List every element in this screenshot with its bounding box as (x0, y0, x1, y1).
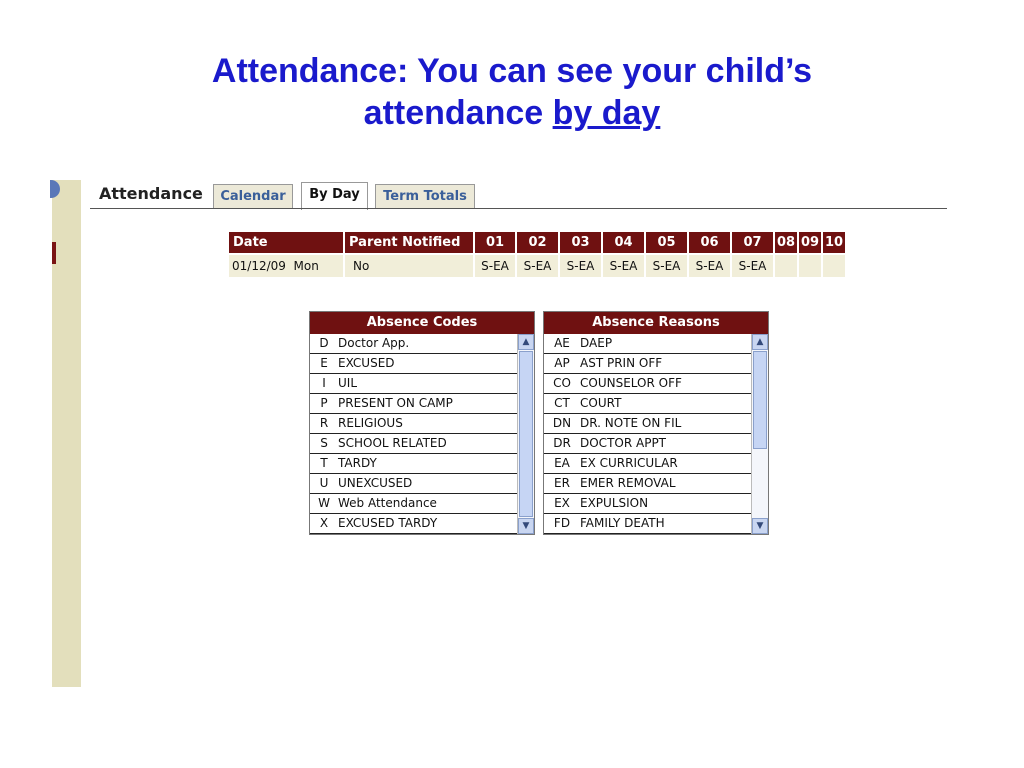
absence-reasons-scrollbar[interactable] (751, 334, 768, 534)
list-item-code: ER (554, 476, 570, 490)
sidebar-active-marker (52, 242, 56, 264)
list-item-label: EXCUSED (338, 356, 395, 370)
list-item-label: EXCUSED TARDY (338, 516, 438, 530)
sidebar-strip (52, 180, 81, 687)
list-item[interactable] (310, 474, 534, 494)
column-header-period: 04 (602, 232, 645, 254)
absence-codes-panel (309, 311, 535, 535)
list-item-code: CO (553, 376, 571, 390)
list-item-label: AST PRIN OFF (580, 356, 663, 370)
absence-codes-scrollbar[interactable] (517, 334, 534, 534)
list-item-code: FD (553, 516, 571, 530)
scroll-up-icon[interactable]: ▲ (518, 334, 534, 350)
scrollbar-thumb[interactable] (519, 351, 533, 517)
column-header-date: Date (229, 232, 344, 254)
scroll-down-icon[interactable]: ▼ (752, 518, 768, 534)
cell-parent-notified: No (344, 254, 474, 277)
list-item-code: U (319, 476, 329, 490)
list-item[interactable] (310, 394, 534, 414)
list-item-code: W (318, 496, 330, 510)
slide-title-line2-plain: attendance (363, 94, 544, 132)
tab-by-day[interactable]: By Day (301, 182, 368, 210)
list-item-code: D (319, 336, 329, 350)
attendance-day-table (229, 232, 845, 277)
list-item-label: FAMILY DEATH (580, 516, 665, 530)
cell-period (798, 254, 822, 277)
list-item-code: E (320, 356, 328, 370)
slide-title-line2-underlined: by day (552, 94, 661, 132)
column-header-period: 08 (774, 232, 798, 254)
list-item-label: UIL (338, 376, 358, 390)
list-item[interactable] (544, 454, 768, 474)
list-item-code: AP (554, 356, 570, 370)
slide-title-line1: Attendance: You can see your child’s (211, 52, 813, 90)
slide-title-line2 (0, 92, 1024, 134)
absence-codes-title: Absence Codes (310, 312, 534, 334)
list-item-label: Web Attendance (338, 496, 437, 510)
list-item-label: PRESENT ON CAMP (338, 396, 453, 410)
column-header-period: 01 (474, 232, 516, 254)
cell-period: S-EA (688, 254, 731, 277)
list-item[interactable] (544, 514, 768, 534)
cell-period: S-EA (602, 254, 645, 277)
list-item-code: DR (553, 436, 571, 450)
list-item-label: COURT (580, 396, 622, 410)
list-item-code: DN (552, 416, 572, 430)
column-header-parent-notified: Parent Notified (344, 232, 474, 254)
list-item[interactable] (544, 394, 768, 414)
tab-term-totals[interactable]: Term Totals (375, 184, 475, 208)
attendance-heading: Attendance (99, 184, 203, 203)
list-item[interactable] (544, 354, 768, 374)
absence-reasons-panel (543, 311, 769, 535)
cell-period: S-EA (516, 254, 559, 277)
list-item-label: DR. NOTE ON FIL (580, 416, 682, 430)
list-item-label: RELIGIOUS (338, 416, 403, 430)
list-item[interactable] (310, 514, 534, 534)
absence-codes-list[interactable] (310, 334, 534, 534)
list-item[interactable] (544, 414, 768, 434)
list-item-label: Doctor App. (338, 336, 410, 350)
column-header-period: 03 (559, 232, 602, 254)
list-item-code: S (320, 436, 328, 450)
list-item-code: EA (554, 456, 570, 470)
column-header-period: 02 (516, 232, 559, 254)
list-item-label: TARDY (338, 456, 377, 470)
slide-title (0, 50, 1024, 134)
list-item-code: CT (554, 396, 570, 410)
cell-period: S-EA (731, 254, 774, 277)
list-item-label: DOCTOR APPT (580, 436, 667, 450)
column-header-period: 06 (688, 232, 731, 254)
list-item[interactable] (310, 374, 534, 394)
cell-weekday: Mon (293, 259, 319, 273)
cell-date-value: 01/12/09 (232, 259, 286, 273)
tab-calendar[interactable]: Calendar (213, 184, 293, 208)
scroll-up-icon[interactable]: ▲ (752, 334, 768, 350)
scrollbar-thumb[interactable] (753, 351, 767, 449)
list-item-code: AE (554, 336, 570, 350)
list-item-label: UNEXCUSED (338, 476, 413, 490)
list-item-code: EX (554, 496, 570, 510)
list-item[interactable] (544, 434, 768, 454)
column-header-period: 09 (798, 232, 822, 254)
list-item-label: EXPULSION (580, 496, 649, 510)
column-header-period: 10 (822, 232, 845, 254)
column-header-period: 05 (645, 232, 688, 254)
list-item[interactable] (544, 334, 768, 354)
list-item-label: SCHOOL RELATED (338, 436, 447, 450)
list-item-code: P (320, 396, 328, 410)
list-item-code: I (322, 376, 326, 390)
cell-date (229, 254, 344, 277)
list-item[interactable] (310, 334, 534, 354)
cell-period: S-EA (474, 254, 516, 277)
cell-period (822, 254, 845, 277)
scroll-down-icon[interactable]: ▼ (518, 518, 534, 534)
absence-reasons-title: Absence Reasons (544, 312, 768, 334)
table-header-row (229, 232, 845, 254)
table-row[interactable] (229, 254, 845, 277)
list-item-code: X (319, 516, 329, 530)
list-item-label: EMER REMOVAL (580, 476, 676, 490)
list-item-label: COUNSELOR OFF (580, 376, 682, 390)
list-item-code: R (319, 416, 329, 430)
list-item-label: DAEP (580, 336, 613, 350)
column-header-period: 07 (731, 232, 774, 254)
list-item[interactable] (544, 374, 768, 394)
list-item[interactable] (544, 474, 768, 494)
list-item[interactable] (310, 434, 534, 454)
list-item[interactable] (544, 494, 768, 514)
list-item-label: EX CURRICULAR (580, 456, 678, 470)
cell-period: S-EA (645, 254, 688, 277)
list-item-code: T (320, 456, 328, 470)
list-item[interactable] (310, 354, 534, 374)
list-item[interactable] (310, 454, 534, 474)
cell-period: S-EA (559, 254, 602, 277)
tab-divider (90, 208, 947, 209)
absence-reasons-list[interactable] (544, 334, 768, 534)
list-item[interactable] (310, 414, 534, 434)
cell-period (774, 254, 798, 277)
list-item[interactable] (310, 494, 534, 514)
